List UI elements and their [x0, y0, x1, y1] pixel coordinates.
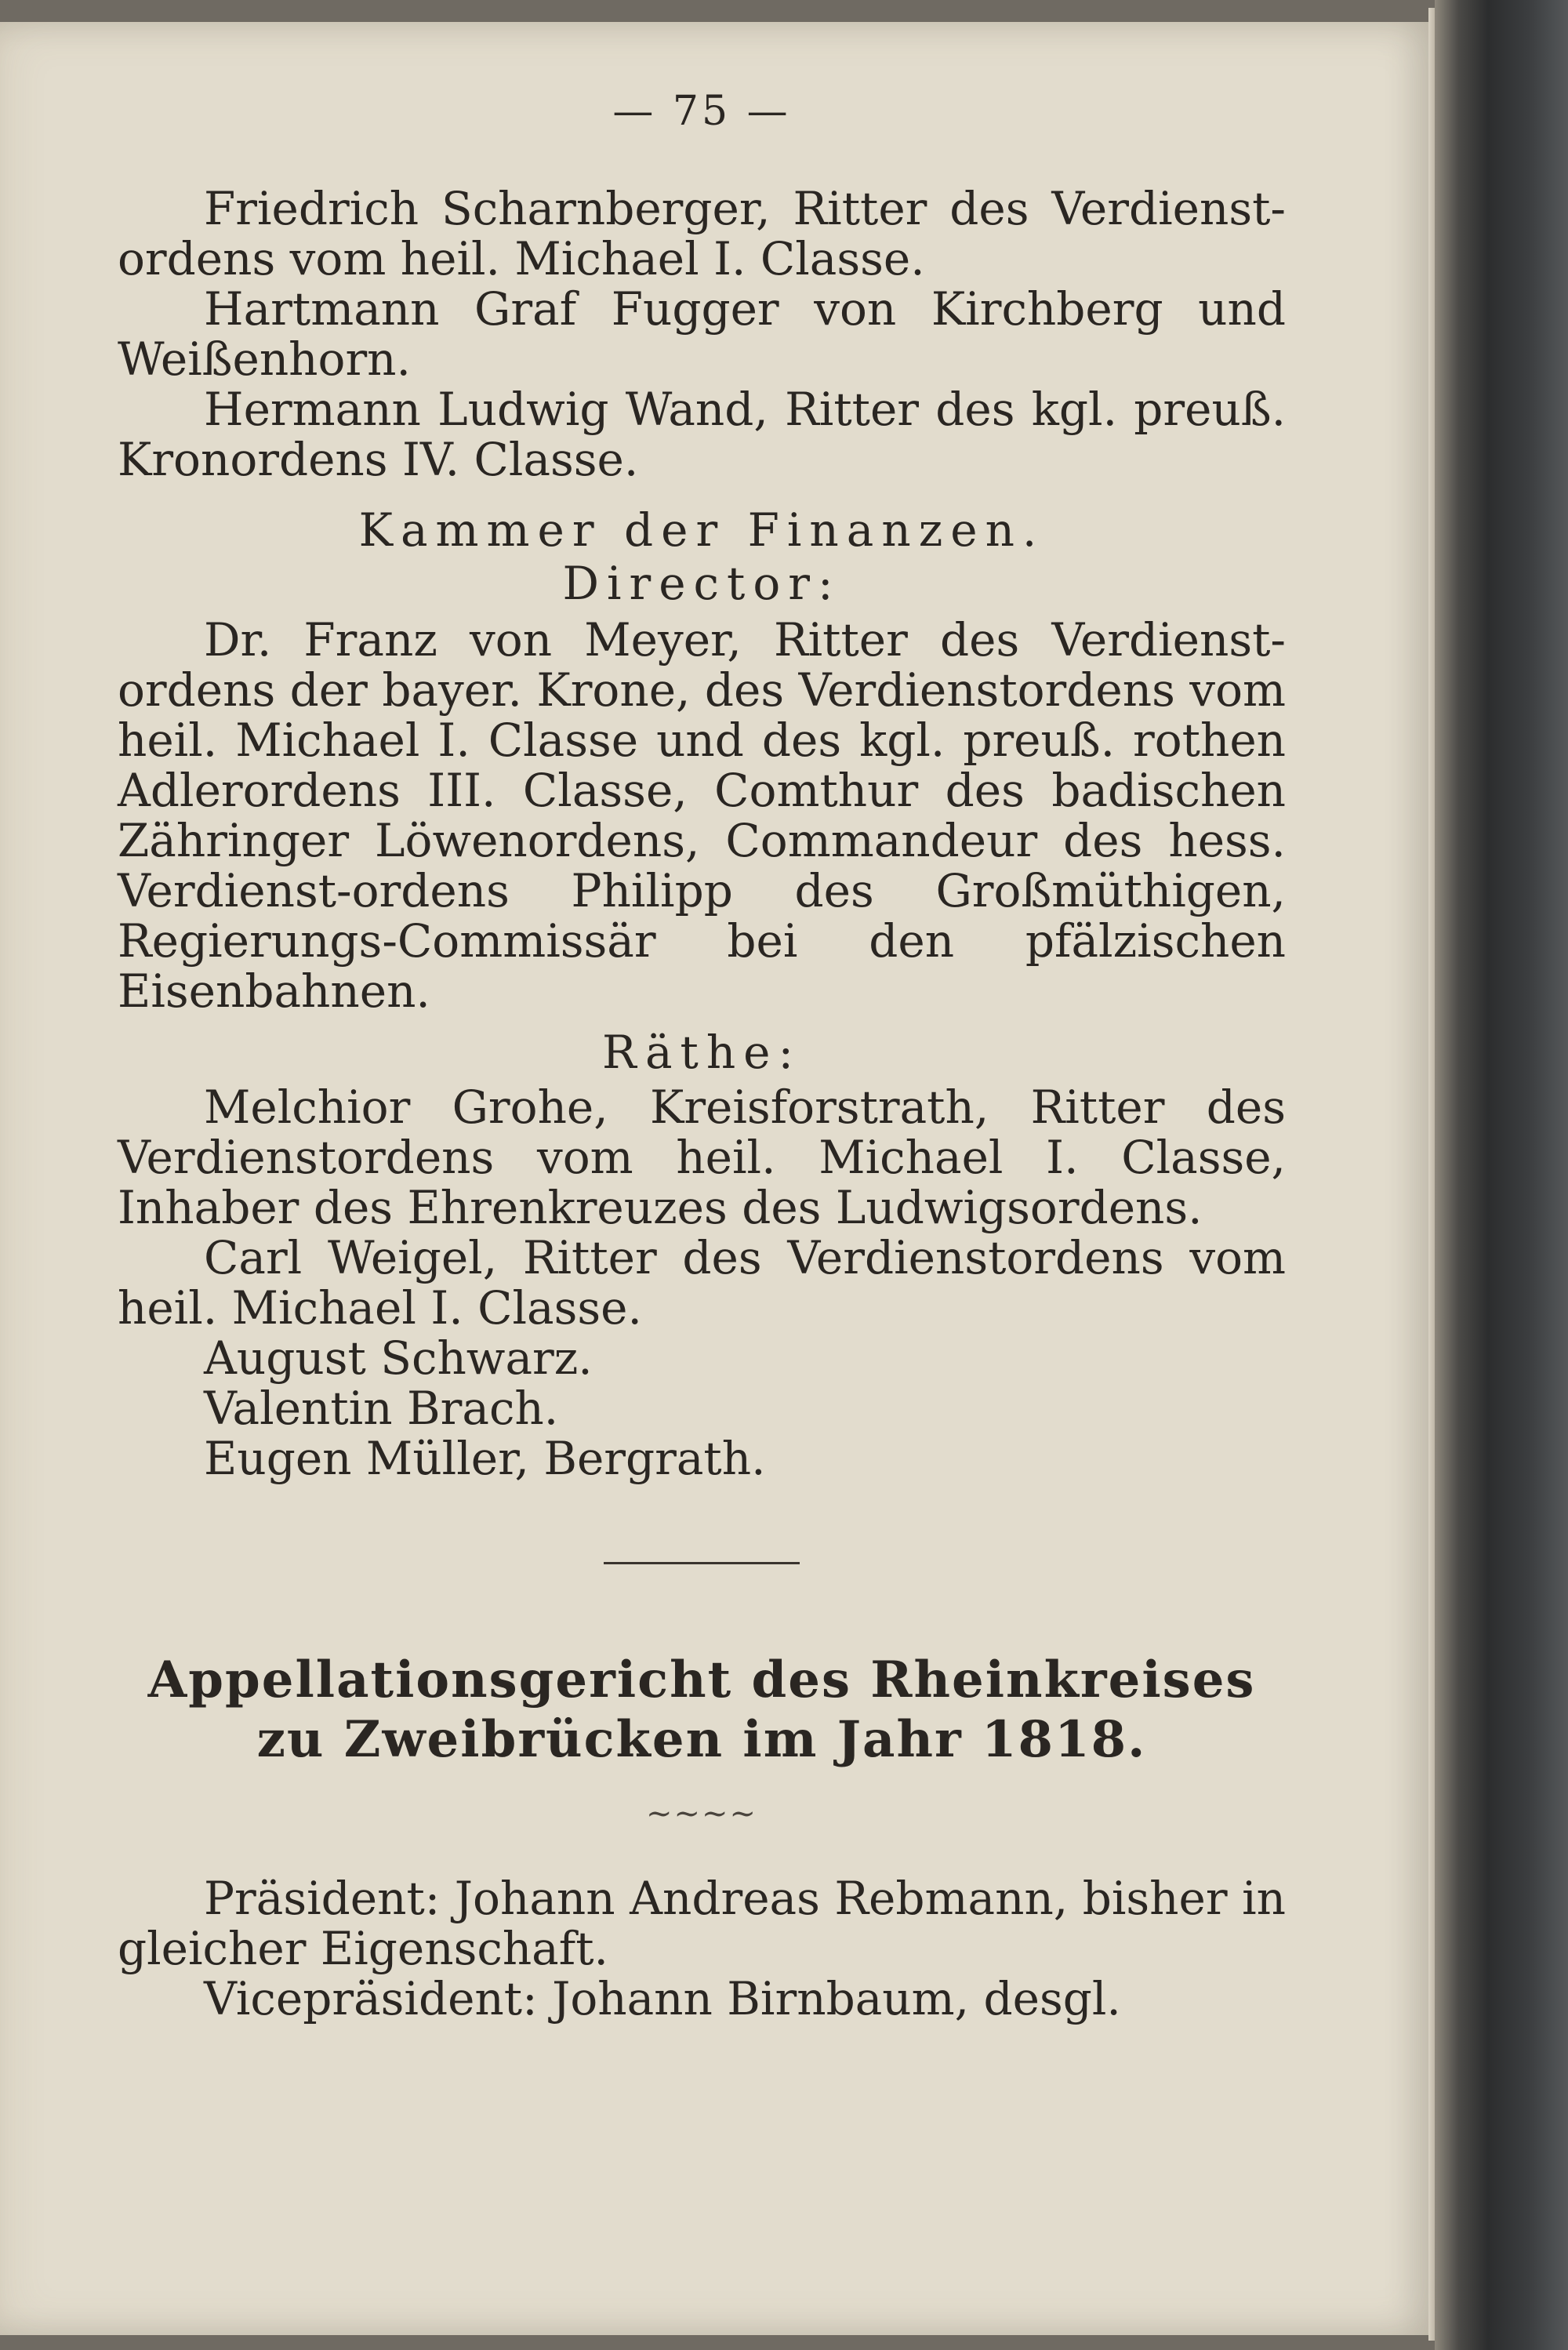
court-president: Präsident: Johann Andreas Rebmann, bisher in gleicher Eigenschaft.: [118, 1872, 1286, 1975]
book-binding: [1435, 0, 1568, 2350]
chamber-heading: Kammer der Finanzen.: [358, 503, 1045, 557]
councillor-mueller: Eugen Müller, Bergrath.: [204, 1432, 766, 1485]
entry-wand: Hermann Ludwig Wand, Ritter des kgl. preuß. Kronordens IV. Classe.: [118, 383, 1286, 486]
councillor-schwarz: August Schwarz.: [204, 1331, 593, 1385]
director-heading: Director:: [562, 557, 841, 610]
entry-scharnberger: Friedrich Scharnberger, Ritter des Verdienst-ordens vom heil. Michael I. Classe.: [118, 182, 1286, 285]
councillor-weigel: Carl Weigel, Ritter des Verdienstordens vom heil. Michael I. Classe.: [118, 1231, 1286, 1335]
ornament: ~~~~: [645, 1796, 758, 1832]
court-title: Appellationsgericht des Rheinkreises zu Zweibrücken im Jahr 1818.: [147, 1651, 1256, 1769]
court-vice-president: Vicepräsident: Johann Birnbaum, desgl.: [204, 1972, 1121, 2025]
page-number: — 75 —: [612, 88, 791, 135]
page-text: [118, 86, 1286, 2024]
director-entry: Dr. Franz von Meyer, Ritter des Verdienst-ordens der bayer. Krone, des Verdienstordens vom heil. Michael I. Classe und des kgl. preuß. rothen Adlerordens III. Classe, Comthur des badischen Zähringer Löwenordens, Commandeur des hess. Verdienst-ordens Philipp des Großmüthigen, Regierungs-Commissär bei den pfälzischen Eisenbahnen.: [118, 613, 1286, 1018]
section-divider: [604, 1562, 800, 1564]
councillor-grohe: Melchior Grohe, Kreisforstrath, Ritter des Verdienstordens vom heil. Michael I. Classe, Inhaber des Ehrenkreuzes des Ludwigsordens.: [118, 1081, 1286, 1234]
entry-fugger: Hartmann Graf Fugger von Kirchberg und Weißenhorn.: [118, 282, 1286, 386]
council-heading: Räthe:: [601, 1026, 802, 1079]
councillor-brach: Valentin Brach.: [204, 1382, 559, 1435]
